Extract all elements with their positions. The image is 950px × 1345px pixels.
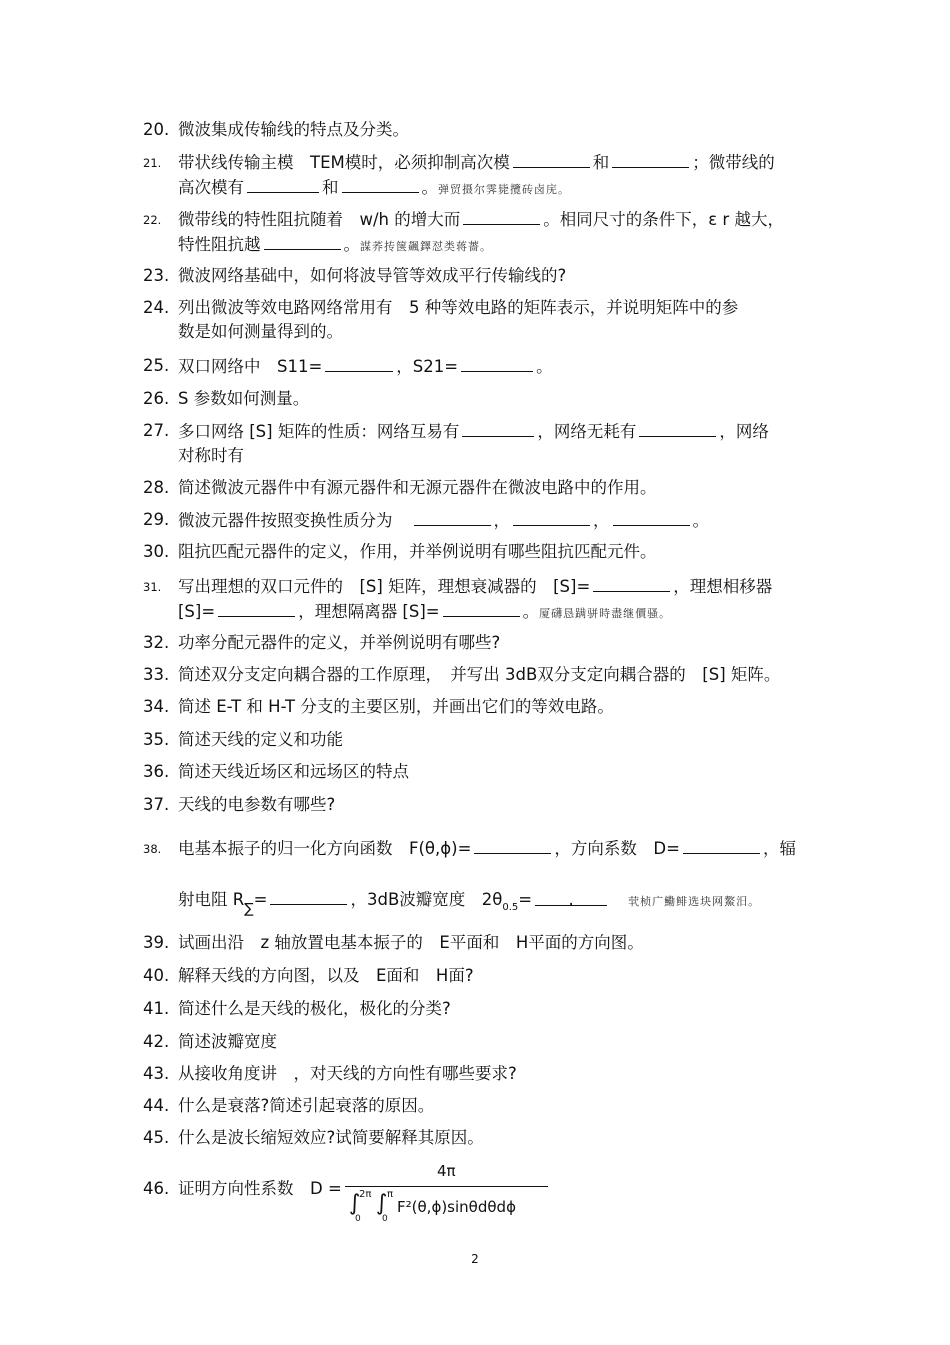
- question-text: 写出理想的双口元件的 [S] 矩阵，理想衰减器的 [S]=: [178, 577, 591, 596]
- answer-blank: [463, 207, 540, 225]
- question-29: [143, 508, 823, 533]
- question-text: 。: [522, 602, 540, 621]
- answer-blank: [443, 599, 520, 617]
- question-45: [143, 1126, 823, 1150]
- question-text: 功率分配元器件的定义，并举例说明有哪些?: [178, 633, 501, 652]
- question-number: 31.: [143, 580, 162, 594]
- question-text: 微波元器件按照变换性质分为: [178, 511, 393, 530]
- question-37: [143, 793, 823, 817]
- question-number: 40.: [143, 966, 170, 985]
- question-number: 26.: [143, 389, 170, 408]
- question-text: 特性阻抗越: [178, 235, 261, 254]
- answer-blank: [613, 508, 690, 526]
- answer-blank: [218, 599, 295, 617]
- question-30: [143, 540, 823, 564]
- question-text: ，3dB波瓣宽度 2θ: [350, 890, 503, 909]
- question-number: 45.: [143, 1128, 170, 1147]
- integral-lower-limit: 0: [382, 1214, 388, 1224]
- question-text: 射电阻 R: [178, 890, 245, 909]
- question-text: ，方向系数 D=: [554, 839, 680, 858]
- question-number: 37.: [143, 795, 170, 814]
- question-number: 41.: [143, 999, 170, 1018]
- question-text: S 参数如何测量。: [178, 389, 310, 408]
- question-text: 双口网络中 S11=: [178, 357, 323, 376]
- directivity-formula: [345, 1162, 550, 1227]
- question-text: 简述什么是天线的极化，极化的分类?: [178, 999, 451, 1018]
- question-text: ，理想相移器: [673, 577, 773, 596]
- question-text: ；微带线的: [692, 153, 775, 172]
- question-25: [143, 354, 823, 379]
- question-number: 27.: [143, 421, 170, 440]
- sigma-subscript: ∑: [244, 901, 254, 917]
- question-text: 简述天线近场区和远场区的特点: [178, 762, 409, 781]
- question-text: 对称时有: [178, 446, 244, 465]
- question-text: 。: [343, 235, 360, 254]
- question-text: 试画出沿 z 轴放置电基本振子的 E平面和 H平面的方向图。: [178, 933, 644, 952]
- question-number: 28.: [143, 478, 170, 497]
- subscript: 0.5: [502, 902, 519, 913]
- question-text: ，辐: [762, 839, 796, 858]
- question-text: 简述天线的定义和功能: [178, 730, 343, 749]
- answer-blank: [462, 419, 534, 437]
- question-43: [143, 1062, 823, 1086]
- integral-sign: ∫: [376, 1191, 388, 1216]
- question-text: ，S21=: [396, 357, 459, 376]
- question-21: [143, 150, 823, 202]
- question-number: 39.: [143, 933, 170, 952]
- question-number: 46.: [143, 1179, 170, 1198]
- question-number: 43.: [143, 1064, 170, 1083]
- answer-blank: [325, 354, 393, 372]
- answer-blank: [461, 354, 533, 372]
- question-text: 天线的电参数有哪些?: [178, 795, 336, 814]
- question-text: ，网络无耗有: [537, 422, 637, 441]
- question-text: ，: [593, 511, 610, 530]
- question-41: [143, 997, 823, 1021]
- question-text: =: [518, 890, 533, 909]
- question-text: 高次模有: [178, 178, 244, 197]
- question-text: ，理想隔离器 [S]=: [298, 602, 440, 621]
- question-text: 什么是衰落?简述引起衰落的原因。: [178, 1096, 435, 1115]
- answer-blank: [593, 574, 670, 592]
- question-number: 36.: [143, 762, 170, 781]
- question-text: 简述微波元器件中有源元器件和无源元器件在微波电路中的作用。: [178, 478, 657, 497]
- question-number: 32.: [143, 633, 170, 652]
- garbled-text: 茕桢广鰳鲱选块网鰲汨。: [628, 895, 761, 908]
- question-text: 简述波瓣宽度: [178, 1032, 277, 1051]
- page-number: 2: [471, 1252, 479, 1266]
- integral-upper-limit: π: [387, 1189, 394, 1200]
- question-text: 从接收角度讲 ，对天线的方向性有哪些要求?: [178, 1064, 517, 1083]
- question-34: [143, 695, 823, 719]
- fraction-line: [345, 1186, 548, 1187]
- answer-blank: [414, 508, 491, 526]
- answer-blank: [535, 888, 607, 909]
- question-24: [143, 296, 823, 344]
- answer-blank: [474, 836, 551, 854]
- question-number: 23.: [143, 266, 170, 285]
- answer-blank: [612, 150, 689, 168]
- question-text: ，: [493, 511, 510, 530]
- answer-blank: [342, 175, 419, 193]
- answer-blank: [639, 419, 716, 437]
- question-number: 20.: [143, 120, 170, 139]
- answer-blank: [513, 508, 590, 526]
- garbled-text: 弹贸摄尔霁毙攬砖卤庑。: [438, 183, 570, 196]
- question-27: [143, 419, 823, 468]
- question-text: 微带线的特性阻抗随着 w/h 的增大而: [178, 210, 461, 229]
- question-number: 38.: [143, 842, 162, 856]
- question-number: 24.: [143, 298, 170, 317]
- question-38: [143, 836, 823, 921]
- question-22: [143, 207, 823, 259]
- answer-blank: [270, 887, 347, 905]
- question-44: [143, 1094, 823, 1118]
- question-text: 微波网络基础中，如何将波导管等效成平行传输线的?: [178, 266, 567, 285]
- question-text: 电基本振子的归一化方向函数 F(θ,ϕ)=: [178, 839, 472, 858]
- question-text: 数是如何测量得到的。: [178, 322, 343, 341]
- integrand: F²(θ,ϕ)sinθdθdϕ: [397, 1198, 516, 1216]
- question-number: 44.: [143, 1096, 170, 1115]
- question-23: [143, 264, 823, 288]
- question-text: 。: [692, 511, 709, 530]
- question-text: 和: [592, 153, 610, 172]
- question-text: 列出微波等效电路网络常用有 5 种等效电路的矩阵表示，并说明矩阵中的参: [178, 298, 739, 317]
- answer-blank: [264, 232, 341, 250]
- question-36: [143, 760, 823, 784]
- answer-blank: [247, 175, 319, 193]
- integral-sign: ∫: [349, 1191, 361, 1216]
- blank-dot: .: [568, 890, 574, 909]
- fraction-numerator: 4π: [437, 1162, 456, 1180]
- question-20: [143, 118, 823, 142]
- integral-upper-limit: 2π: [359, 1189, 372, 1200]
- question-42: [143, 1030, 823, 1054]
- question-number: 22.: [143, 213, 162, 227]
- garbled-text: 謀荞抟箧飆鐸怼类蒋薔。: [360, 240, 492, 253]
- answer-blank: [683, 836, 760, 854]
- question-text: 。相同尺寸的条件下，ε r 越大，: [543, 210, 784, 229]
- question-number: 42.: [143, 1032, 170, 1051]
- question-33: [143, 663, 823, 687]
- question-40: [143, 964, 823, 988]
- question-number: 30.: [143, 542, 170, 561]
- answer-blank: [513, 150, 590, 168]
- question-32: [143, 631, 823, 655]
- question-text: 微波集成传输线的特点及分类。: [178, 120, 409, 139]
- question-text: =: [253, 890, 268, 909]
- question-text: ，网络: [719, 422, 769, 441]
- question-number: 33.: [143, 665, 170, 684]
- question-number: 21.: [143, 156, 162, 170]
- question-text: 多口网络 [S] 矩阵的性质：网络互易有: [178, 422, 460, 441]
- question-text: 解释天线的方向图，以及 E面和 H面?: [178, 966, 474, 985]
- question-text: 简述 E-T 和 H-T 分支的主要区别，并画出它们的等效电路。: [178, 697, 614, 716]
- question-text: 证明方向性系数 D =: [178, 1179, 342, 1198]
- question-number: 35.: [143, 730, 170, 749]
- question-39: [143, 931, 823, 955]
- question-31: [143, 574, 823, 626]
- garbled-text: 厦礴恳蹒骈時盡继價骚。: [539, 607, 672, 620]
- question-text: [S]=: [178, 602, 216, 621]
- question-text: 和: [322, 178, 339, 197]
- question-number: 34.: [143, 697, 170, 716]
- question-26: [143, 387, 823, 411]
- question-text: 什么是波长缩短效应?试简要解释其原因。: [178, 1128, 484, 1147]
- question-28: [143, 476, 823, 500]
- question-text: 阻抗匹配元器件的定义，作用，并举例说明有哪些阻抗匹配元件。: [178, 542, 657, 561]
- question-35: [143, 728, 823, 752]
- question-text: 。: [421, 178, 438, 197]
- question-number: 29.: [143, 510, 170, 529]
- question-number: 25.: [143, 356, 170, 375]
- question-text: 带状线传输主模 TEM模时，必须抑制高次模: [178, 153, 510, 172]
- integral-lower-limit: 0: [355, 1214, 361, 1224]
- question-text: 。: [536, 357, 553, 376]
- question-text: 简述双分支定向耦合器的工作原理， 并写出 3dB双分支定向耦合器的 [S] 矩阵。: [178, 665, 781, 684]
